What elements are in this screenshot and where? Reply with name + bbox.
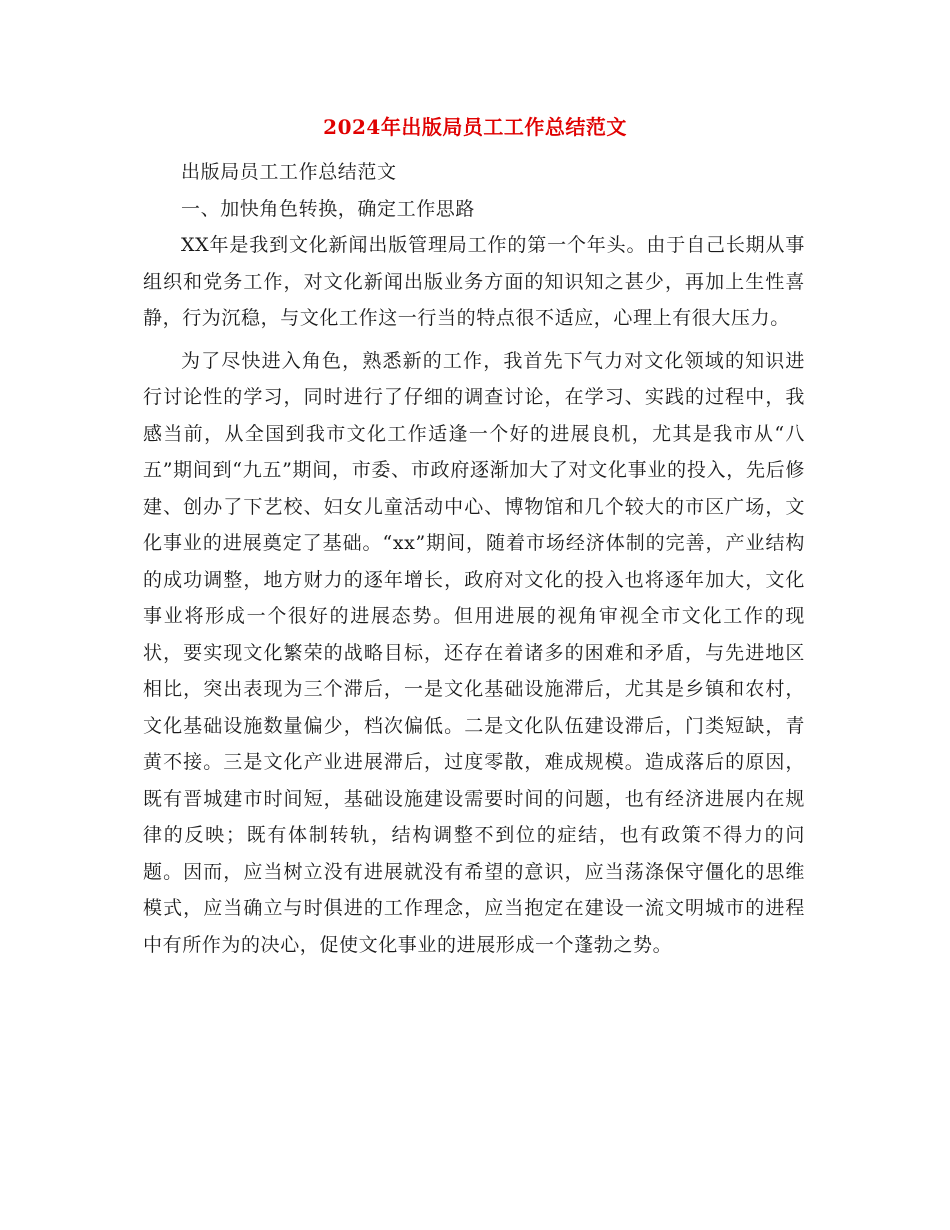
document-subtitle: 出版局员工工作总结范文 xyxy=(181,161,397,183)
document-body xyxy=(143,154,805,963)
paragraph: 为了尽快进入角色，熟悉新的工作，我首先下气力对文化领域的知识进行讨论性的学习，同时进行了仔细的调查讨论，在学习、实践的过程中，我感当前，从全国到我市文化工作适逢一个好的进展良机，尤其是我市从“八五”期间到“九五”期间，市委、市政府逐渐加大了对文化事业的投入，先后修建、创办了下艺校、妇女儿童活动中心、博物馆和几个较大的市区广场，文化事业的进展奠定了基础。“xx”期间，随着市场经济体制的完善，产业结构的成功调整，地方财力的逐年增长，政府对文化的投入也将逐年加大，文化事业将形成一个很好的进展态势。但用进展的视角审视全市文化工作的现状，要实现文化繁荣的战略目标，还存在着诸多的困难和矛盾，与先进地区相比，突出表现为三个滞后，一是文化基础设施滞后，尤其是乡镇和农村，文化基础设施数量偏少，档次偏低。二是文化队伍建设滞后，门类短缺，青黄不接。三是文化产业进展滞后，过度零散，难成规模。造成落后的原因，既有晋城建市时间短，基础设施建设需要时间的问题，也有经济进展内在规律的反映；既有体制转轨，结构调整不到位的症结，也有政策不得力的问题。因而，应当树立没有进展就没有希望的意识，应当荡涤保守僵化的思维模式，应当确立与时俱进的工作理念，应当抱定在建设一流文明城市的进程中有所作为的决心，促使文化事业的进展形成一个蓬勃之势。 xyxy=(143,349,805,956)
section-heading: 一、加快角色转换，确定工作思路 xyxy=(181,197,476,220)
document-title: 2024年出版局员工工作总结范文 xyxy=(323,115,627,139)
paragraph: XX年是我到文化新闻出版管理局工作的第一个年头。由于自己长期从事组织和党务工作，对文化新闻出版业务方面的知识知之甚少，再加上生性喜静，行为沉稳，与文化工作这一行当的特点很不适应，心理上有很大压力。 xyxy=(143,234,805,329)
